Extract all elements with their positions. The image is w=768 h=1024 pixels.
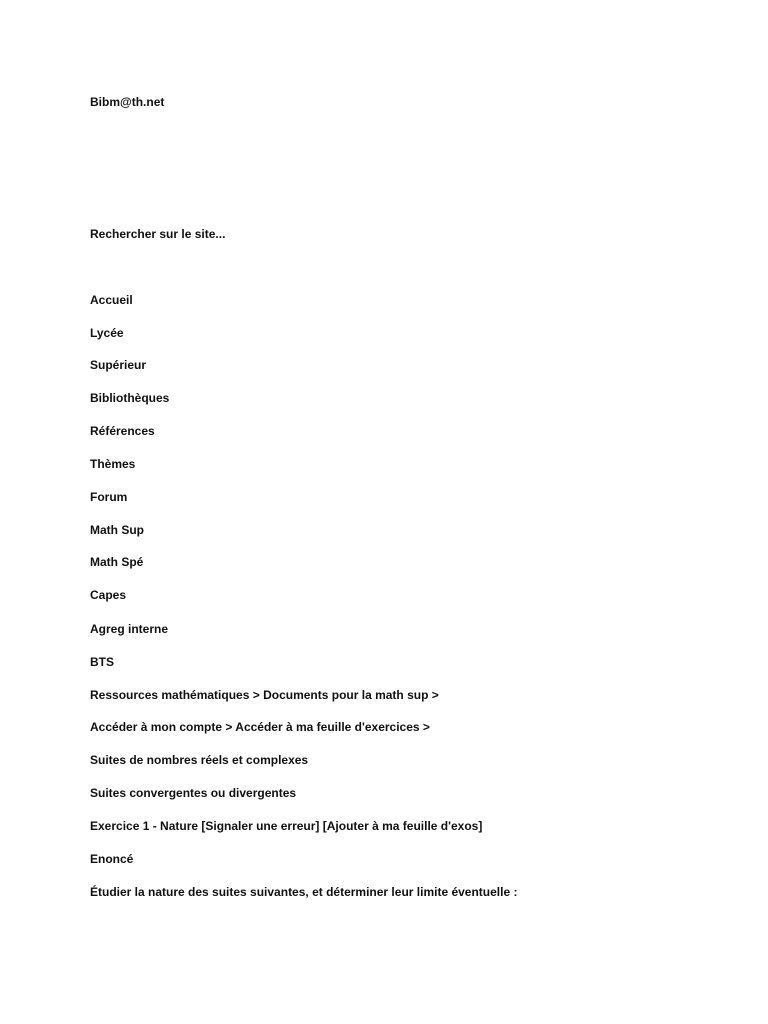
nav-item-math-sup[interactable]: Math Sup [90,523,144,537]
nav-item-accueil[interactable]: Accueil [90,293,133,307]
nav-item-bibliotheques[interactable]: Bibliothèques [90,391,170,405]
nav-item-forum[interactable]: Forum [90,490,128,504]
nav-item-lycee[interactable]: Lycée [90,326,124,340]
statement-heading: Enoncé [90,852,134,866]
nav-item-agreg-interne[interactable]: Agreg interne [90,622,169,636]
section-title: Suites convergentes ou divergentes [90,786,297,800]
breadcrumb-account[interactable]: Accéder à mon compte > Accéder à ma feuille d'exercices > [90,720,430,734]
nav-item-superieur[interactable]: Supérieur [90,358,147,372]
breadcrumb-resources[interactable]: Ressources mathématiques > Documents pour la math sup > [90,688,439,702]
statement-text: Étudier la nature des suites suivantes, et déterminer leur limite éventuelle : [90,885,518,899]
nav-item-themes[interactable]: Thèmes [90,457,136,471]
nav-item-bts[interactable]: BTS [90,655,114,669]
nav-item-references[interactable]: Références [90,424,155,438]
nav-item-capes[interactable]: Capes [90,588,127,602]
search-input[interactable]: Rechercher sur le site... [90,227,226,241]
chapter-title: Suites de nombres réels et complexes [90,753,309,767]
exercise-title[interactable]: Exercice 1 - Nature [Signaler une erreur] [Ajouter à ma feuille d'exos] [90,819,483,833]
site-name-link[interactable]: Bibm@th.net [90,95,165,109]
nav-item-math-spe[interactable]: Math Spé [90,555,144,569]
